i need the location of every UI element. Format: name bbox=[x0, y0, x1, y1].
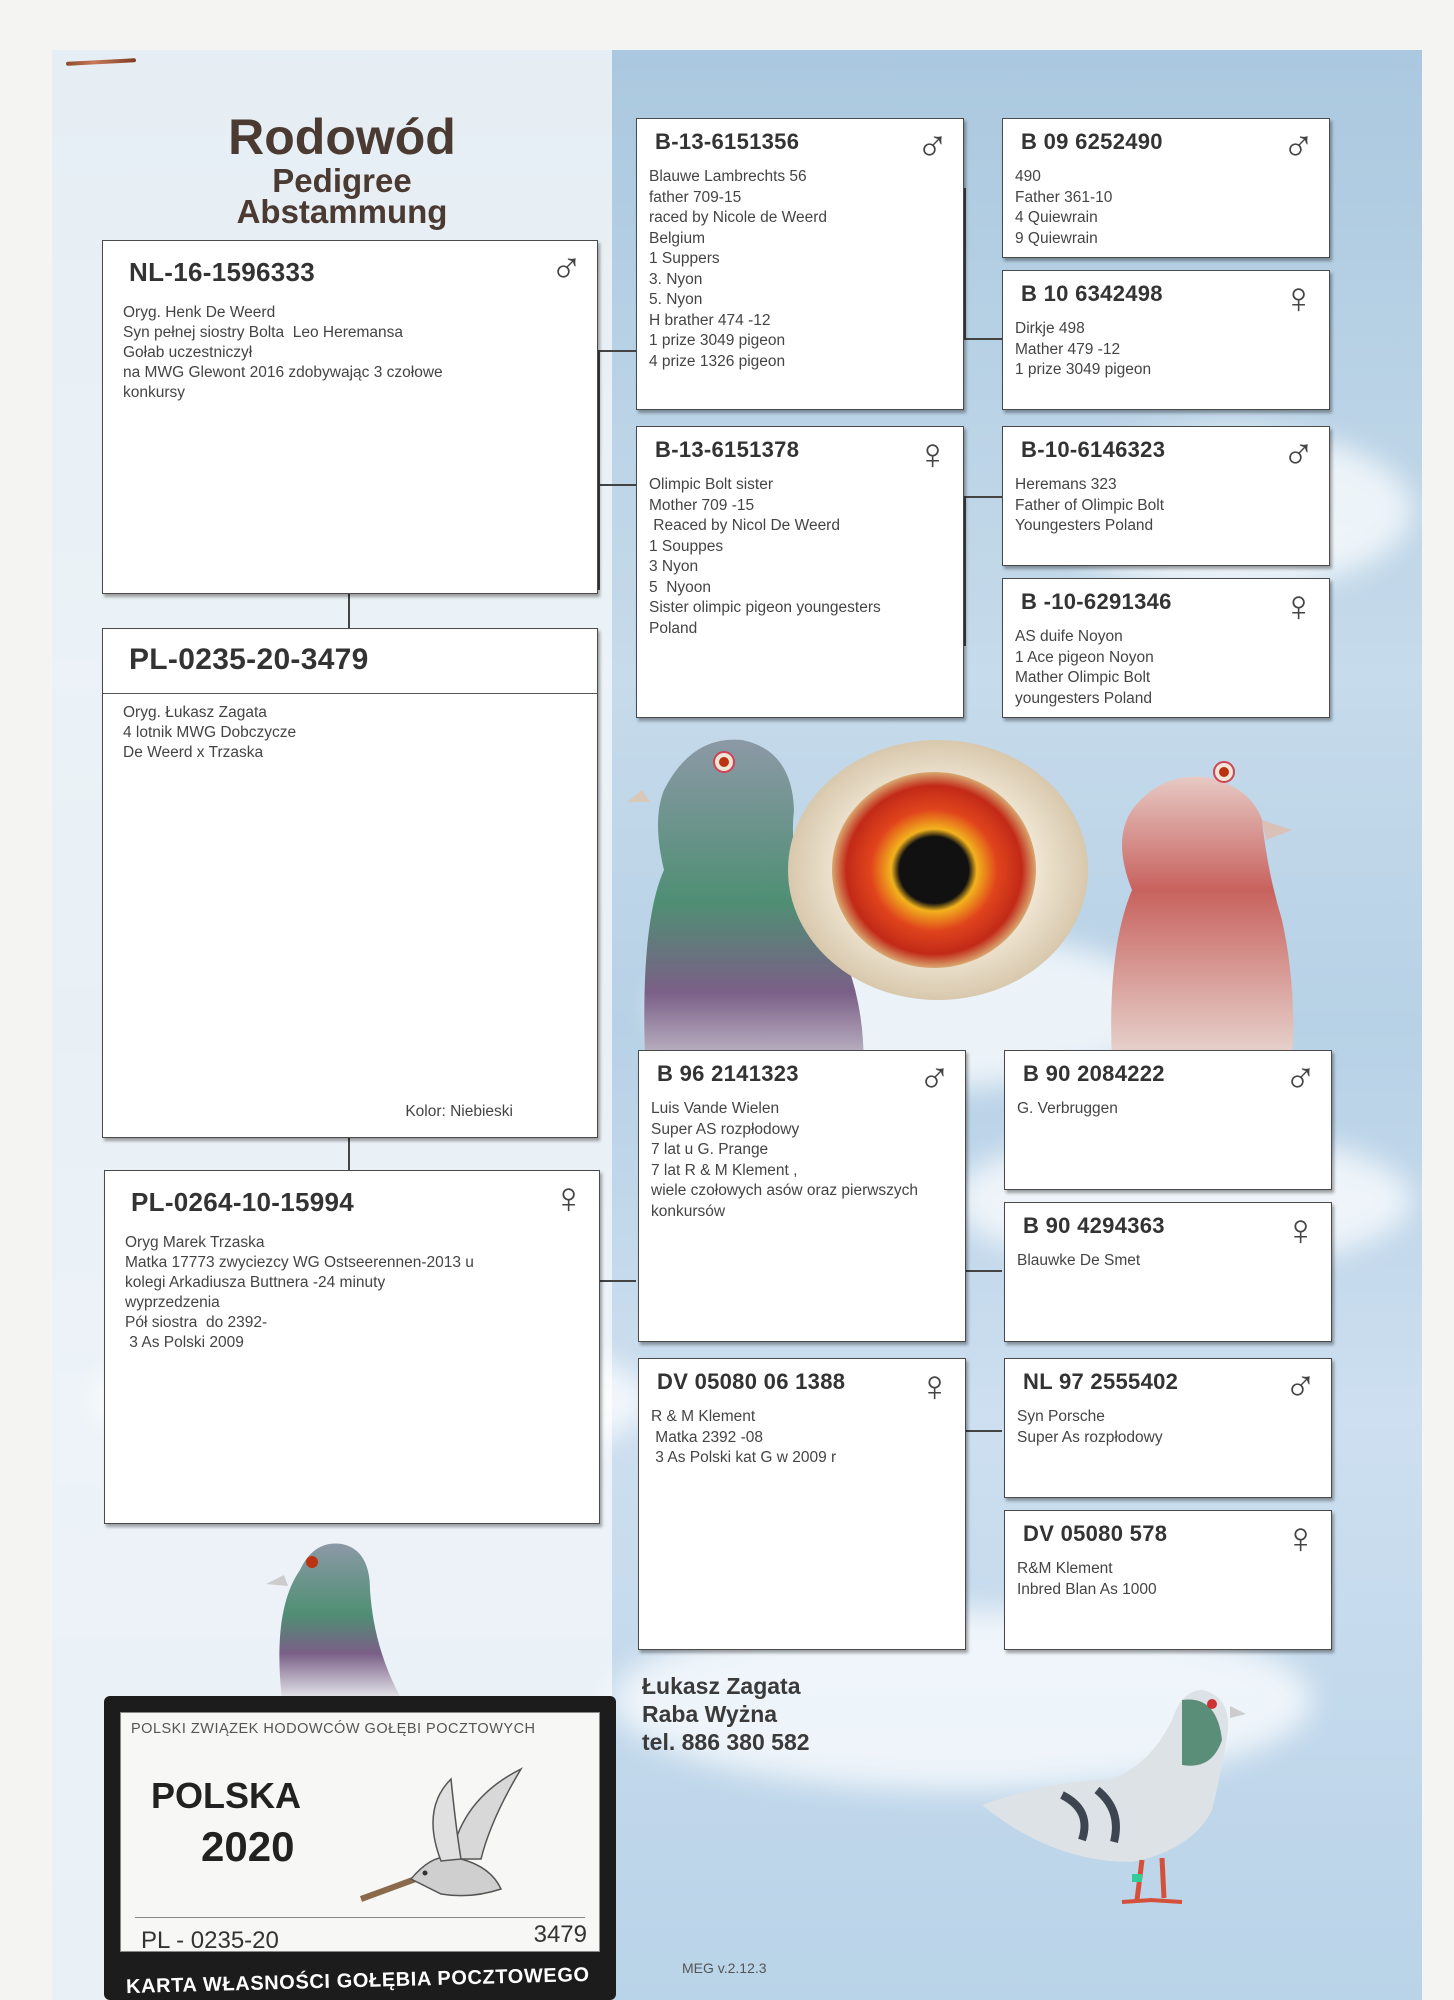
connector bbox=[598, 1280, 636, 1282]
ss-sire-ring-number: B 09 6252490 bbox=[1021, 129, 1163, 154]
connector bbox=[348, 590, 350, 630]
connector bbox=[598, 484, 636, 486]
card-country: POLSKA bbox=[151, 1775, 302, 1816]
sire-sire-notes: Blauwe Lambrechts 56 father 709-15 raced by Nicole de Weerd Belgium 1 Suppers 3. Nyon 5. Nyon H brather 474 -12 1 prize 3049 pigeon 4 prize 1326 pigeon bbox=[649, 168, 828, 370]
female-symbol-icon: ♀ bbox=[1284, 1206, 1317, 1255]
sire-notes: Oryg. Henk De Weerd Syn pełnej siostry Bolta Leo Heremansa Gołab uczestniczył na MWG Glewont 2016 zdobywając 3 czołowe konkursy bbox=[123, 304, 443, 401]
card-organization: POLSKI ZWIĄZEK HODOWCÓW GOŁĘBI POCZTOWYCH bbox=[131, 1721, 536, 1737]
male-symbol-icon: ♂ bbox=[1284, 1054, 1317, 1103]
sire-dam-card bbox=[636, 426, 964, 718]
connector bbox=[598, 350, 636, 352]
standing-pigeon-right bbox=[982, 1690, 1246, 1902]
dd-dam-ring-number: DV 05080 578 bbox=[1023, 1521, 1168, 1546]
sd-sire-ring-number: B-10-6146323 bbox=[1021, 437, 1166, 462]
ds-dam-card bbox=[1004, 1202, 1332, 1342]
ss-sire-notes: 490 Father 361-10 4 Quiewrain 9 Quiewrain bbox=[1015, 168, 1113, 247]
card-year: 2020 bbox=[201, 1823, 295, 1870]
connector bbox=[964, 338, 1002, 340]
main-bird-notes: Oryg. Łukasz Zagata 4 lotnik MWG Dobczycze De Weerd x Trzaska bbox=[123, 704, 297, 761]
female-symbol-icon: ♀ bbox=[1282, 274, 1315, 323]
male-symbol-icon: ♂ bbox=[1282, 430, 1315, 479]
connector bbox=[348, 1135, 350, 1171]
female-symbol-icon: ♀ bbox=[1284, 1514, 1317, 1563]
sd-sire-notes: Heremans 323 Father of Olimpic Bolt Youngesters Poland bbox=[1015, 476, 1165, 534]
ds-dam-notes: Blauwke De Smet bbox=[1017, 1252, 1141, 1269]
dam-sire-ring-number: B 96 2141323 bbox=[657, 1061, 799, 1086]
ownership-card bbox=[104, 1696, 616, 2000]
card-title: KARTA WŁASNOŚCI GOŁĘBIA POCZTOWEGO bbox=[125, 1963, 590, 1999]
ss-dam-notes: Dirkje 498 Mather 479 -12 1 prize 3049 pigeon bbox=[1015, 320, 1152, 378]
sd-dam-ring-number: B -10-6291346 bbox=[1021, 589, 1172, 614]
dd-sire-notes: Syn Porsche Super As rozpłodowy bbox=[1017, 1408, 1163, 1446]
ss-sire-card bbox=[1002, 118, 1330, 258]
breeder-contact: Łukasz Zagata Raba Wyżna tel. 886 380 582 bbox=[642, 1673, 810, 1755]
female-symbol-icon: ♀ bbox=[552, 1174, 585, 1223]
ss-dam-ring-number: B 10 6342498 bbox=[1021, 281, 1163, 306]
male-symbol-icon: ♂ bbox=[550, 244, 583, 293]
main-bird-card bbox=[102, 628, 598, 1138]
connector bbox=[964, 496, 966, 646]
sd-dam-card bbox=[1002, 578, 1330, 718]
ss-dam-card bbox=[1002, 270, 1330, 410]
main-bird-color: Kolor: Niebieski bbox=[405, 1103, 513, 1120]
red-pigeon-portrait bbox=[1111, 762, 1293, 1060]
sire-sire-card bbox=[636, 118, 964, 410]
dd-dam-card bbox=[1004, 1510, 1332, 1650]
ds-sire-ring-number: B 90 2084222 bbox=[1023, 1061, 1165, 1086]
dam-dam-notes: R & M Klement Matka 2392 -08 3 As Polski kat G w 2009 r bbox=[651, 1408, 837, 1466]
dam-sire-notes: Luis Vande Wielen Super AS rozpłodowy 7 lat u G. Prange 7 lat R & M Klement , wiele czołowych asów oraz pierwszych konkursów bbox=[651, 1100, 919, 1220]
main-bird-ring-number: PL-0235-20-3479 bbox=[129, 643, 369, 676]
ds-dam-ring-number: B 90 4294363 bbox=[1023, 1213, 1165, 1238]
sire-sire-ring-number: B-13-6151356 bbox=[655, 129, 800, 154]
sd-dam-notes: AS duife Noyon 1 Ace pigeon Noyon Mather Olimpic Bolt youngesters Poland bbox=[1015, 628, 1154, 707]
dd-dam-notes: R&M Klement Inbred Blan As 1000 bbox=[1017, 1560, 1157, 1598]
dam-ring-number: PL-0264-10-15994 bbox=[131, 1187, 355, 1217]
title-rodowod: Rodowód bbox=[228, 109, 456, 165]
pedigree-sheet bbox=[52, 50, 1422, 2000]
title-pedigree: Pedigree bbox=[272, 162, 412, 199]
dam-notes: Oryg Marek Trzaska Matka 17773 zwyciezcy WG Ostseerennen-2013 u kolegi Arkadiusza Buttnera -24 minuty wyprzedzenia Pół siostra do 2392- 3 As Polski 2009 bbox=[125, 1234, 474, 1351]
male-symbol-icon: ♂ bbox=[1284, 1362, 1317, 1411]
dd-sire-ring-number: NL 97 2555402 bbox=[1023, 1369, 1179, 1394]
connector bbox=[964, 1270, 1002, 1272]
male-symbol-icon: ♂ bbox=[1282, 122, 1315, 171]
software-version: MEG v.2.12.3 bbox=[682, 1960, 767, 1976]
sire-dam-notes: Olimpic Bolt sister Mother 709 -15 Reaced by Nicol De Weerd 1 Souppes 3 Nyon 5 Nyoon Sister olimpic pigeon youngesters Poland bbox=[649, 476, 881, 637]
female-symbol-icon: ♀ bbox=[1282, 582, 1315, 631]
sire-ring-number: NL-16-1596333 bbox=[129, 257, 316, 287]
male-symbol-icon: ♂ bbox=[918, 1054, 951, 1103]
connector bbox=[964, 1430, 1002, 1432]
sd-sire-card bbox=[1002, 426, 1330, 566]
dam-sire-card bbox=[638, 1050, 966, 1342]
card-ring-prefix: PL - 0235-20 bbox=[141, 1927, 279, 1954]
connector bbox=[964, 496, 1002, 498]
sire-dam-ring-number: B-13-6151378 bbox=[655, 437, 800, 462]
male-symbol-icon: ♂ bbox=[916, 122, 949, 171]
pigeon-eye-closeup bbox=[788, 740, 1088, 1000]
title-abstammung: Abstammung bbox=[236, 193, 448, 230]
sire-card bbox=[102, 240, 598, 594]
ds-sire-notes: G. Verbruggen bbox=[1017, 1100, 1118, 1117]
dd-sire-card bbox=[1004, 1358, 1332, 1498]
dam-dam-ring-number: DV 05080 06 1388 bbox=[657, 1369, 846, 1394]
connector bbox=[964, 188, 966, 338]
card-ring-number: 3479 bbox=[533, 1921, 587, 1948]
ds-sire-card bbox=[1004, 1050, 1332, 1190]
female-symbol-icon: ♀ bbox=[916, 430, 949, 479]
connector bbox=[598, 350, 600, 590]
dam-dam-card bbox=[638, 1358, 966, 1650]
flying-pigeon-icon bbox=[341, 1749, 531, 1909]
dam-card bbox=[104, 1170, 600, 1524]
small-pigeon-left bbox=[266, 1544, 402, 1700]
female-symbol-icon: ♀ bbox=[918, 1362, 951, 1411]
